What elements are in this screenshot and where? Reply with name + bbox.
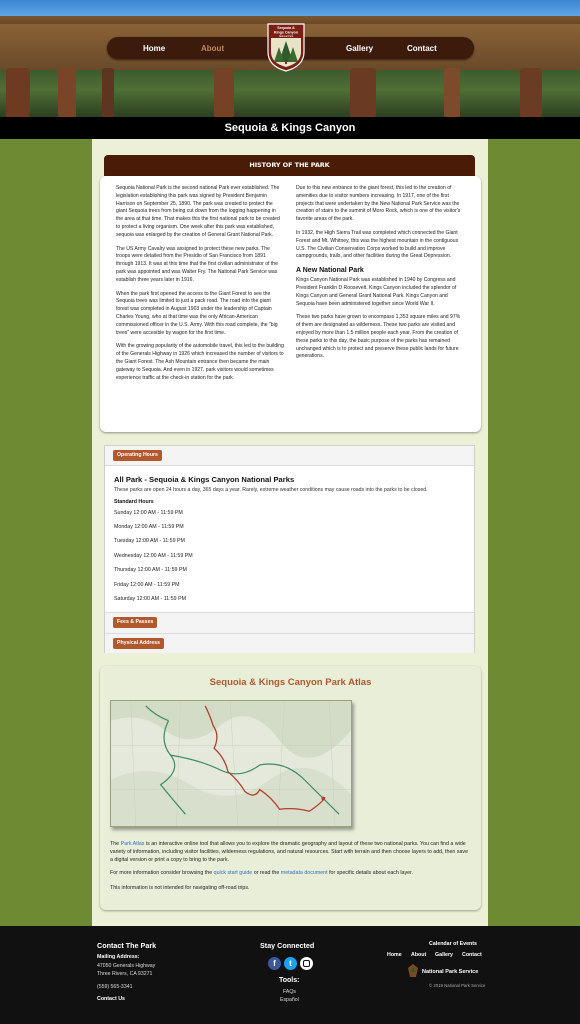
mailing-address-label: Mailing Address: [97,954,140,960]
atlas-card [100,666,481,910]
espanol-link[interactable]: Español [280,997,299,1003]
history-title: HISTORY OF THE PARK [249,161,330,169]
tree-trunk-bg [102,68,114,117]
park-logo[interactable] [266,22,306,72]
hours-accordion-header [105,446,474,466]
hours-card [104,445,475,653]
tree-trunk-bg [444,68,460,117]
hours-row: Sunday 12:00 AM - 11:59 PM [114,510,183,516]
park-hours-note: These parks are open 24 hours a day, 365 days a year. Rarely, extreme weather conditions may cause roads into the parks to be closed. [114,487,428,493]
fees-passes-tab[interactable]: Fees & Passes [113,617,157,628]
history-paragraph: Kings Canyon National Park was established in 1940 by Congress and President Franklin D Roosevelt. Kings Canyon included the splendor of Kings Canyon and General Grant National Park. Kings Canyon and Sequoia have been administered together since World War II. [296,277,457,307]
address-line-2: Three Rivers, CA 93271 [97,971,153,977]
main-content [0,139,580,926]
history-column-right [296,185,464,367]
instagram-icon[interactable] [300,957,313,970]
hours-row: Friday 12:00 AM - 11:59 PM [114,582,180,588]
history-paragraph: Sequoia National Park is the second national Park ever established. The legislation establishing this park was signed by President Benjamin Harrison on September 25, 1890. The park was created to protect the giant Sequoia trees from being cut down from the logging happening in the area at that time. That makes this the first national park to be created to protect a living organism. One week after this park was established, sequoia was enlarged by the creation of General Grant National Park. [116,185,280,238]
footer-link-contact[interactable]: Contact [462,952,482,958]
footer-phone: (559) 565-3341 [97,984,133,990]
history-paragraph: Due to this new entrance to the giant forest, this led to the creation of amenities due to visitor numbers increasing. In 1917, one of the first projects that were undertaken by the New National Park Service was the creation of stairs to the summit of Moro Rock, which is one of the visitor's favorite areas of the park. [296,185,461,223]
site-header [0,0,580,117]
park-hours-heading: All Park - Sequoia & Kings Canyon National Parks [114,475,295,484]
atlas-paragraph-1 [110,840,472,864]
tree-trunk-bg [58,68,76,117]
footer-link-home[interactable]: Home [387,952,402,958]
twitter-icon[interactable]: t [284,957,297,970]
quick-start-guide-link[interactable]: quick start guide [213,870,253,876]
history-paragraph: With the growing popularity of the automobile travel, this led to the building of the Generals Highway in 1926 which increased the number of visitors to the Giant Forest. The Ash Mountain entrance then became the main gateway to Sequoia. And even in 1927, park visitors would sometimes experience traffic at the check-in station for the park. [116,343,284,381]
history-paragraph: In 1932, the High Sierra Trail was completed which connected the Giant Forest and Mt. Whitney, this was the highest mountain in the contiguous U.S. The Civilian Conservation Corps worked to build and improve campgrounds, trails, and other facilities during the Great Depression. [296,229,459,260]
tree-trunk-bg [6,68,30,117]
atlas-text: or read the [252,870,281,876]
history-paragraph: These two parks have grown to encompass 1,353 square miles and 97% of them are designated as wilderness. These two parks are visited and enjoyed by more than 1.5 million people each year. From the creation of these parks to this day, the basic purpose of the parks has remained unchanged which is to protect and preserve these public lands for future generations. [296,314,461,360]
logo-line3: National Park [278,35,294,38]
atlas-text: The [110,841,121,847]
nav-about[interactable]: About [201,44,225,53]
history-paragraph: The US Army Cavalry was assigned to protect these new parks. The troops were detailed from the Presidio of San Francisco from 1891 through 1913. It was at this time that the first civilian administrator of the park was appointed and was Walter Fry. The National Park Service was establish three years later in 1916. [116,245,278,283]
contact-us-link[interactable]: Contact Us [97,996,125,1002]
atlas-title: Sequoia & Kings Canyon Park Atlas [209,677,372,688]
hours-row: Monday 12:00 AM - 11:59 PM [114,524,184,530]
address-accordion-header [105,633,474,653]
calendar-of-events-link[interactable]: Calendar of Events [429,941,477,947]
stay-connected-title: Stay Connected [260,941,315,950]
atlas-paragraph-3: This information is not intended for navigating off-road trips. [110,885,250,891]
hours-row: Tuesday 12:00 AM - 11:59 PM [114,538,185,544]
copyright: © 2019 National Park Service [429,983,486,988]
tree-trunk-bg [214,68,234,117]
footer-contact-title: Contact The Park [97,941,157,950]
title-bar [0,117,580,139]
atlas-paragraph-2 [110,869,472,877]
tree-trunk-bg [350,68,376,117]
history-header [104,155,475,176]
logo-line1: Sequoia & [277,26,295,30]
history-body [100,176,481,432]
address-line-1: 47050 Generals Highway [97,963,156,969]
atlas-text: is an interactive online tool that allows you to explore the dramatic geography and layout of these two national parks. You can find a wide variety of information, including visitor facilities, wilderness regulations, and natural resources. Start with terrain and then choose layers to add, then save a digital version or print a copy to bring to the park. [110,841,469,863]
park-atlas-map[interactable] [110,700,352,827]
standard-hours-label: Standard Hours [114,499,154,505]
history-paragraph: When the park first opened the access to the Giant Forest to see the Sequoia trees was limited to just a pack road. The road into the giant forest was completed in August 1903 under the leadership of Captain Charles Young, who at that time was the only African-American commissioned officer in the U.S. Army. With this road complete, the "big trees" were accesible by wagon for the first time. [116,290,278,336]
facebook-icon[interactable]: f [268,957,281,970]
atlas-text: For more information consider browsing the [110,870,214,876]
hours-row: Wednesday 12:00 AM - 11:59 PM [114,553,193,559]
nav-gallery[interactable]: Gallery [346,44,374,53]
nav-contact[interactable]: Contact [407,44,437,53]
new-park-heading: A New National Park [296,267,364,275]
page-title: Sequoia & Kings Canyon [224,122,356,134]
faqs-link[interactable]: FAQs [283,989,296,995]
nps-label: National Park Service [422,969,479,975]
nps-arrowhead-icon [408,964,418,977]
footer-link-gallery[interactable]: Gallery [435,952,453,958]
history-column-left [116,185,284,388]
tree-trunk-bg [520,68,542,117]
metadata-document-link[interactable]: metadata document [280,870,328,876]
nav-home[interactable]: Home [143,44,166,53]
history-card [100,154,481,434]
park-atlas-link[interactable]: Park Atlas [120,841,145,847]
site-footer [0,926,580,1024]
tools-title: Tools: [279,977,300,984]
fees-accordion-header [105,612,474,633]
atlas-text: for specific details about each layer. [327,870,413,876]
physical-address-tab[interactable]: Physical Address [113,638,164,649]
hours-row: Saturday 12:00 AM - 11:59 PM [114,596,187,602]
logo-line2: Kings Canyon [273,30,299,35]
svg-text:·: · [167,716,169,721]
operating-hours-tab[interactable]: Operating Hours [113,450,162,461]
hours-row: Thursday 12:00 AM - 11:59 PM [114,567,187,573]
footer-link-about[interactable]: About [411,952,427,958]
